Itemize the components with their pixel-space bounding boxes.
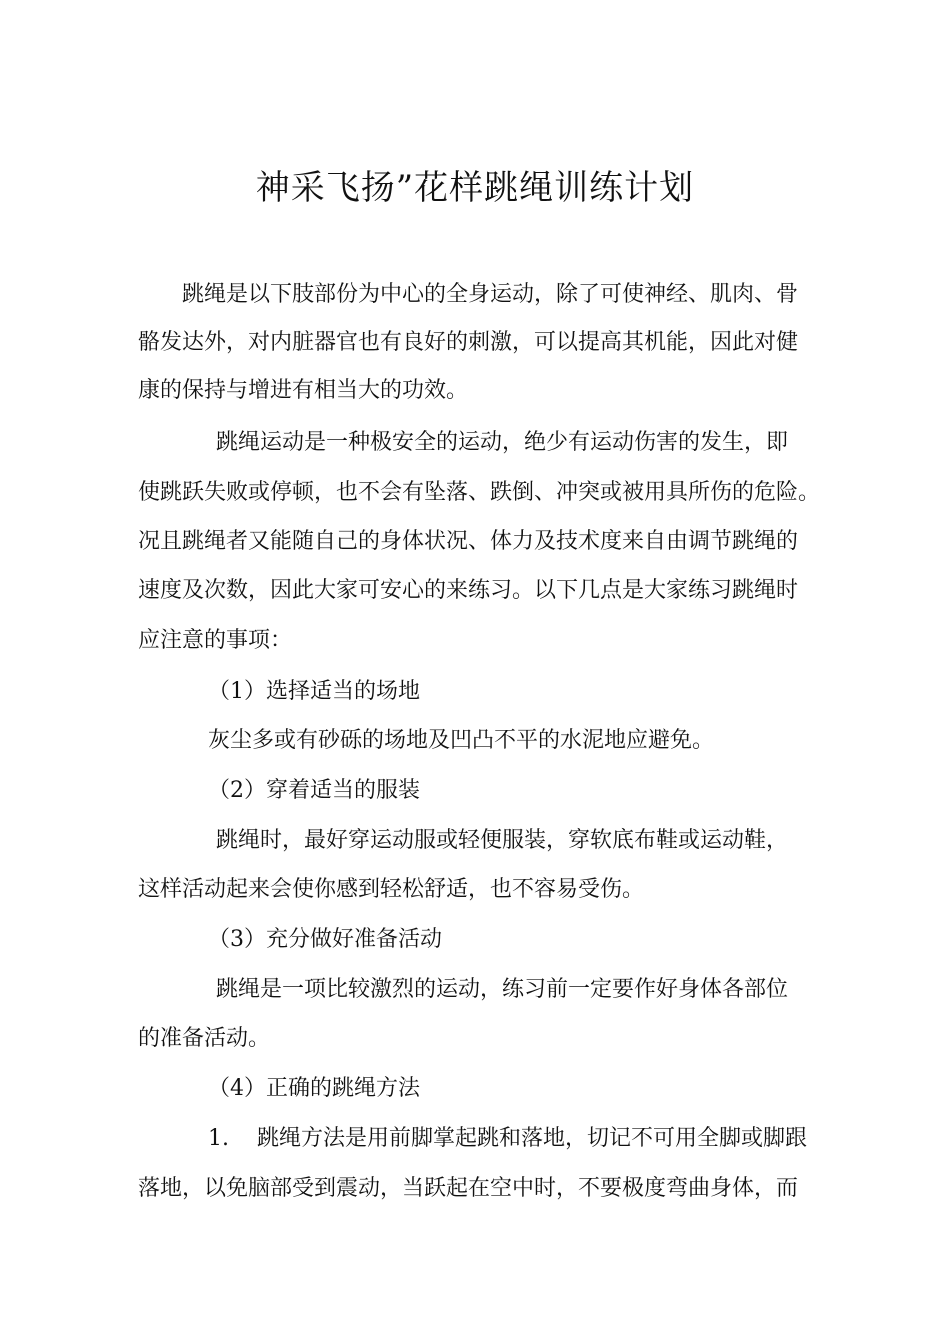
paragraph-2-line-3: 况且跳绳者又能随自己的身体状况、体力及技术度来自由调节跳绳的 <box>138 529 799 554</box>
heading-3-body-line-2: 的准备活动。 <box>138 1026 271 1051</box>
heading-2: （2）穿着适当的服装 <box>208 778 420 803</box>
heading-4: （4）正确的跳绳方法 <box>208 1076 420 1101</box>
paragraph-1-line-3: 康的保持与增进有相当大的功效。 <box>138 378 469 403</box>
document-title: 神采飞扬”花样跳绳训练计划 <box>255 168 695 208</box>
heading-3-body-line-1: 跳绳是一项比较激烈的运动，练习前一定要作好身体各部位 <box>216 977 789 1002</box>
heading-2-body-line-1: 跳绳时，最好穿运动服或轻便服装，穿软底布鞋或运动鞋， <box>216 828 789 853</box>
paragraph-2-line-2: 使跳跃失败或停顿，也不会有坠落、跌倒、冲突或被用具所伤的危险。 <box>138 480 821 505</box>
heading-3: （3）充分做好准备活动 <box>208 927 442 952</box>
paragraph-2-line-1: 跳绳运动是一种极安全的运动，绝少有运动伤害的发生，即 <box>216 430 789 455</box>
heading-2-body-line-2: 这样活动起来会使你感到轻松舒适，也不容易受伤。 <box>138 877 645 902</box>
paragraph-2-line-4: 速度及次数，因此大家可安心的来练习。以下几点是大家练习跳绳时 <box>138 578 799 603</box>
list-item-1-line-2: 落地，以免脑部受到震动，当跃起在空中时，不要极度弯曲身体，而 <box>138 1176 799 1201</box>
paragraph-2-line-5: 应注意的事项： <box>138 628 293 653</box>
paragraph-1-line-1: 跳绳是以下肢部份为中心的全身运动，除了可使神经、肌肉、骨 <box>182 282 799 307</box>
list-item-1-line-1: 1. 跳绳方法是用前脚掌起跳和落地，切记不可用全脚或脚跟 <box>208 1126 807 1151</box>
heading-1: （1）选择适当的场地 <box>208 679 420 704</box>
heading-1-body: 灰尘多或有砂砾的场地及凹凸不平的水泥地应避免。 <box>208 728 715 753</box>
paragraph-1-line-2: 骼发达外，对内脏器官也有良好的刺激，可以提高其机能，因此对健 <box>138 330 799 355</box>
